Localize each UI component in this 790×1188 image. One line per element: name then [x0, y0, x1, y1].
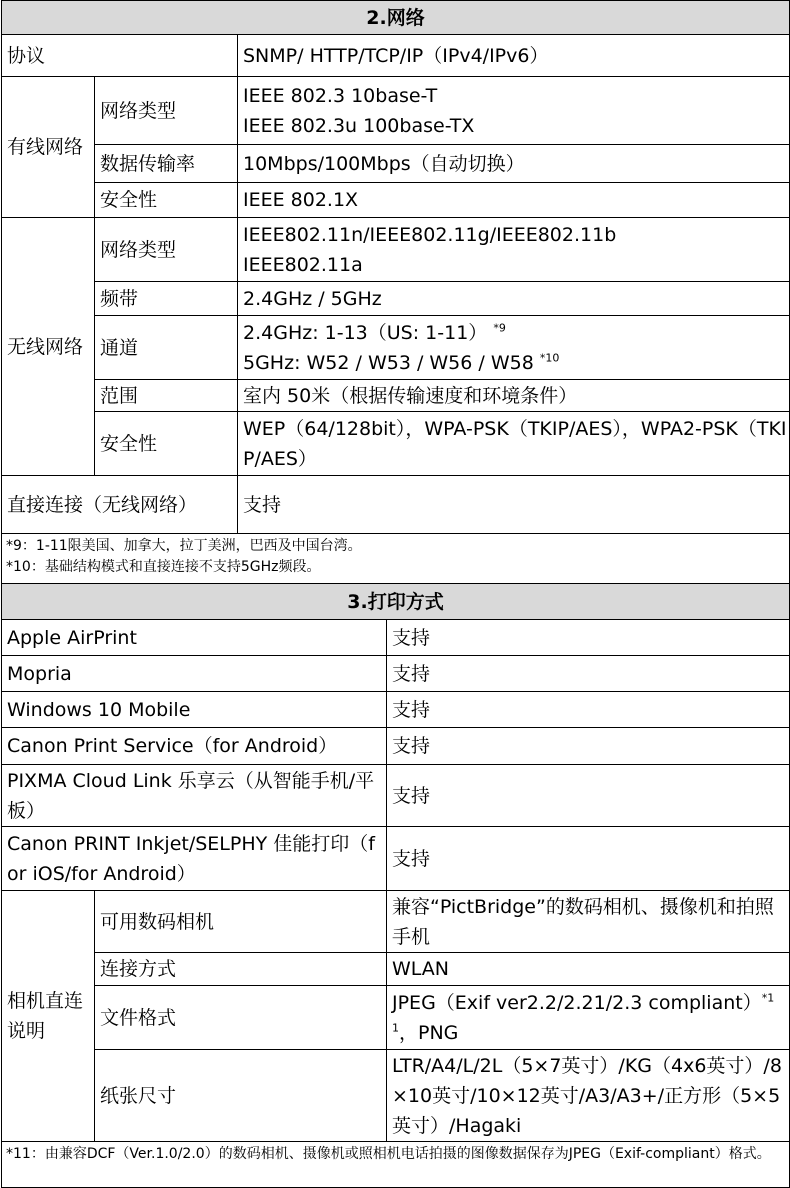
camera-paper-label: 纸张尺寸: [95, 1050, 387, 1142]
wired-security-label: 安全性: [95, 183, 238, 218]
wired-type-value: IEEE 802.3 10base-T IEEE 802.3u 100base-TX: [238, 77, 790, 145]
camera-available-value: 兼容“PictBridge”的数码相机、摄像机和拍照手机: [387, 891, 790, 953]
wireless-channel-value: 2.4GHz: 1-13（US: 1-11） $^{*9}$ 5GHz: W52 / W53 / W56 / W58 $^{*10}$: [238, 316, 790, 380]
print-section-header: 3.打印方式: [2, 584, 790, 620]
print-method-value: 支持: [387, 656, 790, 692]
print-method-label: Mopria: [2, 656, 387, 692]
wired-network-label: 有线网络: [2, 77, 95, 218]
footnote-9: *9：1-11限美国、加拿大，拉丁美洲，巴西及中国台湾。: [6, 538, 362, 554]
camera-format-value: JPEG（Exif ver2.2/2.21/2.3 compliant）$^{*11}$，PNG: [387, 986, 790, 1050]
protocol-value: SNMP/ HTTP/TCP/IP（IPv4/IPv6）: [238, 35, 790, 77]
network-spec-table: [1, 0, 790, 584]
footnote-ref-10: *10: [539, 351, 560, 365]
camera-connection-value: WLAN: [387, 953, 790, 986]
wireless-range-value: 室内 50米（根据传输速度和环境条件）: [238, 380, 790, 412]
print-method-value: 支持: [387, 827, 790, 891]
camera-format-label: 文件格式: [95, 986, 387, 1050]
network-footnotes: [2, 534, 790, 584]
wireless-type-label: 网络类型: [95, 218, 238, 282]
print-method-label: Apple AirPrint: [2, 620, 387, 656]
print-method-label: PIXMA Cloud Link 乐享云（从智能手机/平板）: [2, 765, 387, 827]
print-method-value: 支持: [387, 692, 790, 728]
camera-available-label: 可用数码相机: [95, 891, 387, 953]
direct-connection-label: 直接连接（无线网络）: [2, 476, 238, 534]
footnote-ref-11: *11: [392, 991, 775, 1035]
print-methods-table: [1, 583, 790, 1188]
print-method-label: Windows 10 Mobile: [2, 692, 387, 728]
footnote-11: *11：由兼容DCF（Ver.1.0/2.0）的数码相机、摄像机或照相机电话拍摄的图像数据保存为JPEG（Exif-compliant）格式。: [2, 1142, 790, 1188]
camera-paper-value: LTR/A4/L/2L（5×7英寸）/KG（4x6英寸）/8×10英寸/10×12英寸/A3/A3+/正方形（5×5英寸）/Hagaki: [387, 1050, 790, 1142]
wired-rate-label: 数据传输率: [95, 145, 238, 183]
protocol-label: 协议: [2, 35, 238, 77]
print-method-value: 支持: [387, 728, 790, 765]
print-method-label: Canon PRINT Inkjet/SELPHY 佳能打印（for iOS/for Android）: [2, 827, 387, 891]
camera-connection-label: 连接方式: [95, 953, 387, 986]
network-section-header: 2.网络: [2, 1, 790, 35]
wireless-type-value: IEEE802.11n/IEEE802.11g/IEEE802.11b IEEE802.11a: [238, 218, 790, 282]
wireless-range-label: 范围: [95, 380, 238, 412]
wired-security-value: IEEE 802.1X: [238, 183, 790, 218]
print-method-value: 支持: [387, 620, 790, 656]
wired-type-label: 网络类型: [95, 77, 238, 145]
wired-rate-value: 10Mbps/100Mbps（自动切换）: [238, 145, 790, 183]
footnote-ref-9: *9: [493, 321, 506, 335]
print-method-label: Canon Print Service（for Android）: [2, 728, 387, 765]
wireless-security-label: 安全性: [95, 412, 238, 476]
direct-connection-value: 支持: [238, 476, 790, 534]
wireless-channel-label: 通道: [95, 316, 238, 380]
wireless-security-value: WEP（64/128bit），WPA-PSK（TKIP/AES），WPA2-PSK（TKIP/AES）: [238, 412, 790, 476]
print-method-value: 支持: [387, 765, 790, 827]
camera-direct-label: 相机直连说明: [2, 891, 95, 1142]
wireless-network-label: 无线网络: [2, 218, 95, 476]
wireless-band-label: 频带: [95, 282, 238, 316]
footnote-10: *10：基础结构模式和直接连接不支持5GHz频段。: [6, 559, 321, 575]
wireless-band-value: 2.4GHz / 5GHz: [238, 282, 790, 316]
